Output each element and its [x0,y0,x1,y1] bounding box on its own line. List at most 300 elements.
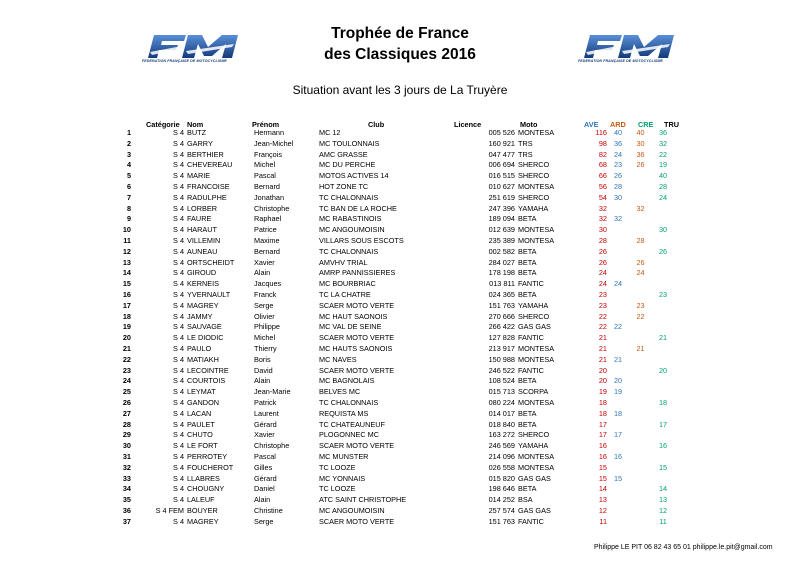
cre-cell [652,301,674,312]
prenom-cell: Alain [254,495,271,505]
rank-cell: 20 [122,333,131,343]
points-cell: 20 [598,365,607,375]
table-row [0,301,674,312]
ard-cell [629,387,652,398]
moto-cell: SHERCO [518,160,550,170]
points-cell: 17 [598,430,607,440]
col-header-club: Club [368,120,385,129]
ave-cell [607,366,629,377]
table-row [0,506,674,517]
licence-cell: 014 017 [488,408,515,418]
category-cell: S 4 [173,473,184,483]
rank-cell: 10 [122,225,131,235]
category-cell: S 4 [173,214,184,224]
points-cell: 18 [598,397,607,407]
table-row [0,279,674,290]
ard-cell [629,333,652,344]
points-cell: 17 [598,419,607,429]
category-cell: S 4 [173,343,184,353]
ard-cell [629,279,652,290]
moto-cell: MONTESA [518,128,555,137]
ave-cell: 21 [613,354,623,364]
nom-cell: FRANCOISE [187,181,230,191]
ave-cell [607,258,629,269]
cre-cell: 36 [658,128,668,137]
licence-cell: 266 422 [488,322,515,332]
rank-cell: 14 [122,268,131,278]
points-cell: 15 [598,473,607,483]
club-cell: BELVES MC [319,387,361,397]
ave-cell: 30 [613,192,623,202]
cre-cell [652,474,674,485]
ard-cell [629,247,652,258]
moto-cell: SHERCO [518,192,550,202]
ard-cell [629,193,652,204]
nom-cell: CHEVEREAU [187,160,233,170]
club-cell: TC LOOZE [319,484,356,494]
points-cell: 22 [598,322,607,332]
cre-cell: 11 [659,516,667,526]
points-cell: 24 [598,279,607,289]
moto-cell: MONTESA [518,235,555,245]
nom-cell: GARRY [187,138,213,148]
cre-cell: 17 [658,419,668,429]
points-cell: 24 [598,268,607,278]
club-cell: PLOGONNEC MC [319,430,380,440]
results-table [0,128,674,527]
club-cell: SCAER MOTO VERTE [319,300,395,310]
nom-cell: LE FORT [187,441,218,451]
ard-cell [629,409,652,420]
ard-cell: 32 [636,203,645,213]
moto-cell: FANTIC [518,279,544,289]
moto-cell: MONTESA [518,225,555,235]
ave-cell: 19 [613,387,623,397]
ard-cell [629,182,652,193]
nom-cell: LECOINTRE [187,365,229,375]
points-cell: 98 [598,138,607,148]
nom-cell: PERROTEY [187,451,228,461]
prenom-cell: Gérard [254,473,277,483]
rank-cell: 8 [126,203,131,213]
table-row [0,160,674,171]
club-cell: ATC SAINT CHRISTOPHE [319,495,407,505]
licence-cell: 284 027 [488,257,515,267]
points-cell: 68 [598,160,607,170]
rank-cell: 6 [126,181,131,191]
cre-cell: 18 [658,397,668,407]
points-cell: 23 [598,289,607,299]
prenom-cell: Boris [254,354,271,364]
table-row [0,409,674,420]
prenom-cell: Jean-Marie [254,387,291,397]
ave-cell [607,204,629,215]
prenom-cell: Franck [254,289,277,299]
nom-cell: LORBER [187,203,218,213]
rank-cell: 22 [122,354,131,364]
prenom-cell: Xavier [254,257,275,267]
moto-cell: MONTESA [518,397,555,407]
prenom-cell: Olivier [254,311,275,321]
club-cell: MC 12 [319,128,341,137]
table-row [0,290,674,301]
cre-cell: 19 [658,160,668,170]
prenom-cell: Pascal [254,451,276,461]
points-cell: 56 [598,181,607,191]
rank-cell: 4 [126,160,131,170]
category-cell: S 4 [173,181,184,191]
licence-cell: 251 619 [488,192,515,202]
points-cell: 16 [598,451,607,461]
licence-cell: 006 694 [488,160,515,170]
category-cell: S 4 [173,225,184,235]
ave-cell: 16 [613,451,623,461]
rank-cell: 2 [126,138,131,148]
cre-cell: 20 [658,365,668,375]
footer-credit: Philippe LE PIT 06 82 43 65 01 philippe.le.pit@gmail.com [594,544,773,551]
nom-cell: LLABRES [187,473,220,483]
rank-cell: 37 [122,516,131,526]
category-cell: S 4 [173,387,184,397]
moto-cell: MONTESA [518,451,555,461]
prenom-cell: Michel [254,160,276,170]
points-cell: 116 [595,128,607,137]
ffm-logo-caption: FEDERATION FRANÇAISE DE MOTOCYCLISME [142,59,227,63]
moto-cell: GAS GAS [518,322,551,332]
prenom-cell: Jonathan [254,192,285,202]
licence-cell: 015 820 [488,473,515,483]
prenom-cell: Patrice [254,225,277,235]
ave-cell [607,441,629,452]
col-header-moto: Moto [520,120,538,129]
ard-cell [629,506,652,517]
moto-cell: MONTESA [518,354,555,364]
prenom-cell: Christophe [254,203,290,213]
rank-cell: 26 [122,397,131,407]
licence-cell: 198 646 [488,484,515,494]
licence-cell: 016 515 [488,171,515,181]
nom-cell: MAGREY [187,516,219,526]
points-cell: 13 [598,495,607,505]
licence-cell: 163 272 [488,430,515,440]
nom-cell: MARIE [187,171,211,181]
category-cell: S 4 [173,365,184,375]
ard-cell [629,441,652,452]
licence-cell: 080 224 [488,397,515,407]
ave-cell [607,344,629,355]
club-cell: MC HAUT SAONOIS [319,311,388,321]
licence-cell: 010 627 [488,181,515,191]
category-cell: S 4 [173,354,184,364]
moto-cell: MONTESA [518,181,555,191]
club-cell: SCAER MOTO VERTE [319,365,395,375]
moto-cell: BETA [518,246,537,256]
nom-cell: AUNEAU [187,246,218,256]
col-header-licence: Licence [454,120,482,129]
rank-cell: 35 [122,495,131,505]
ave-cell: 40 [613,128,623,137]
table-row [0,430,674,441]
cre-cell [652,204,674,215]
table-row [0,452,674,463]
nom-cell: VILLEMIN [187,235,221,245]
col-header-tru: TRU [664,120,679,129]
club-cell: TC BAN DE LA ROCHE [319,203,397,213]
category-cell: S 4 [173,138,184,148]
rank-cell: 18 [122,311,131,321]
licence-cell: 047 477 [488,149,515,159]
points-cell: 23 [598,300,607,310]
category-cell: S 4 [173,300,184,310]
club-cell: MC TOULONNAIS [319,138,380,148]
ave-cell [607,312,629,323]
points-cell: 14 [598,484,607,494]
ffm-logo-caption: FEDERATION FRANÇAISE DE MOTOCYCLISME [578,59,663,63]
moto-cell: GAS GAS [518,505,551,515]
cre-cell [652,258,674,269]
rank-cell: 34 [122,484,131,494]
moto-cell: GAS GAS [518,473,551,483]
table-row [0,387,674,398]
table-row [0,376,674,387]
licence-cell: 012 639 [488,225,515,235]
club-cell: MOTOS ACTIVES 14 [319,171,389,181]
club-cell: MC VAL DE SEINE [319,322,382,332]
col-header-nom: Nom [187,120,204,129]
points-cell: 15 [598,462,607,472]
category-cell: S 4 [173,203,184,213]
club-cell: TC CHATEAUNEUF [319,419,385,429]
club-cell: SCAER MOTO VERTE [319,516,395,526]
table-row [0,225,674,236]
cre-cell [652,236,674,247]
cre-cell: 15 [658,462,668,472]
moto-cell: FANTIC [518,333,544,343]
ave-cell [607,463,629,474]
table-row [0,355,674,366]
points-cell: 21 [598,343,607,353]
nom-cell: PAULO [187,343,212,353]
licence-cell: 024 365 [488,289,515,299]
category-cell: S 4 [173,516,184,526]
nom-cell: MAGREY [187,300,219,310]
ard-cell: 30 [636,138,645,148]
ave-cell [607,517,629,528]
ave-cell [607,268,629,279]
table-row [0,495,674,506]
category-cell: S 4 [173,462,184,472]
points-cell: 26 [598,257,607,267]
col-header-cre: CRE [638,120,654,129]
col-header-ard: ARD [610,120,626,129]
club-cell: MC BAGNOLAIS [319,376,375,386]
nom-cell: GIROUD [187,268,217,278]
rank-cell: 29 [122,430,131,440]
ard-cell [629,366,652,377]
table-row [0,463,674,474]
col-header-categorie: Catégorie [146,120,180,129]
rank-cell: 27 [122,408,131,418]
prenom-cell: Maxime [254,235,280,245]
nom-cell: CHUTO [187,430,213,440]
ard-cell [629,322,652,333]
moto-cell: BETA [518,484,537,494]
results-body [0,128,674,527]
category-cell: S 4 [173,495,184,505]
page-subtitle: Situation avant les 3 jours de La Truyère [292,83,508,97]
cre-cell [652,430,674,441]
moto-cell: FANTIC [518,516,544,526]
ave-cell [607,420,629,431]
rank-cell: 31 [122,451,131,461]
nom-cell: LALEUF [187,495,215,505]
licence-cell: 015 713 [488,387,515,397]
moto-cell: BETA [518,419,537,429]
ave-cell [607,247,629,258]
cre-cell [652,452,674,463]
category-cell: S 4 [173,246,184,256]
nom-cell: GANDON [187,397,220,407]
table-row [0,420,674,431]
cre-cell [652,268,674,279]
prenom-cell: Xavier [254,430,275,440]
moto-cell: BETA [518,408,537,418]
nom-cell: FOUCHEROT [187,462,234,472]
table-row [0,441,674,452]
licence-cell: 257 574 [488,505,515,515]
moto-cell: TRS [518,138,533,148]
ave-cell [607,236,629,247]
moto-cell: YAMAHA [518,300,549,310]
ave-cell [607,484,629,495]
category-cell: S 4 [173,419,184,429]
cre-cell: 23 [658,289,668,299]
ard-cell [629,290,652,301]
table-row [0,247,674,258]
cre-cell: 14 [658,484,668,494]
moto-cell: BETA [518,214,537,224]
licence-cell: 151 763 [488,300,515,310]
nom-cell: PAULET [187,419,215,429]
table-row [0,193,674,204]
category-cell: S 4 [173,397,184,407]
ave-cell [607,225,629,236]
ard-cell [629,495,652,506]
prenom-cell: Christine [254,505,283,515]
cre-cell [652,214,674,225]
club-cell: TC CHALONNAIS [319,246,379,256]
ard-cell [629,355,652,366]
prenom-cell: Hermann [254,128,285,137]
club-cell: MC BOURBRIAC [319,279,376,289]
ard-cell [629,463,652,474]
ave-cell: 24 [613,149,623,159]
rank-cell: 1 [126,128,131,137]
club-cell: MC NAVES [319,354,357,364]
ave-cell: 23 [613,160,623,170]
licence-cell: 214 096 [488,451,515,461]
category-cell: S 4 [173,333,184,343]
prenom-cell: Christophe [254,441,290,451]
rank-cell: 33 [122,473,131,483]
prenom-cell: Patrick [254,397,277,407]
table-row [0,322,674,333]
cre-cell [652,344,674,355]
points-cell: 30 [598,225,607,235]
col-header-prenom: Prénom [252,120,280,129]
ave-cell [607,333,629,344]
club-cell: SCAER MOTO VERTE [319,333,395,343]
ard-cell: 26 [636,160,645,170]
ave-cell: 28 [613,181,623,191]
ard-cell [629,474,652,485]
page-title-line1: Trophée de France [331,25,469,42]
cre-cell [652,312,674,323]
cre-cell [652,409,674,420]
rank-cell: 19 [122,322,131,332]
licence-cell: 002 582 [488,246,515,256]
cre-cell [652,355,674,366]
ard-cell: 28 [636,235,645,245]
licence-cell: 014 252 [488,495,515,505]
cre-cell: 26 [658,246,668,256]
ard-cell [629,376,652,387]
table-row [0,517,674,528]
points-cell: 32 [598,214,607,224]
moto-cell: BETA [518,289,537,299]
ard-cell [629,452,652,463]
moto-cell: SHERCO [518,171,550,181]
moto-cell: YAMAHA [518,203,549,213]
nom-cell: LEYMAT [187,387,216,397]
category-cell: S 4 [173,441,184,451]
ave-cell [607,290,629,301]
points-cell: 19 [598,387,607,397]
cre-cell: 32 [658,138,668,148]
nom-cell: YVERNAULT [187,289,231,299]
points-cell: 28 [598,235,607,245]
prenom-cell: Laurent [254,408,279,418]
rank-cell: 5 [126,171,131,181]
club-cell: TC LOOZE [319,462,356,472]
nom-cell: JAMMY [187,311,213,321]
ave-cell [607,495,629,506]
category-cell: S 4 [173,192,184,202]
rank-cell: 11 [123,235,131,245]
prenom-cell: Bernard [254,181,280,191]
club-cell: TC CHALONNAIS [319,397,379,407]
ave-cell [607,506,629,517]
points-cell: 21 [598,333,607,343]
points-cell: 18 [598,408,607,418]
ave-cell: 17 [613,430,623,440]
cre-cell: 30 [658,225,668,235]
ave-cell [607,398,629,409]
cre-cell: 28 [658,181,668,191]
rank-cell: 23 [122,365,131,375]
club-cell: MC ANGOUMOISIN [319,225,385,235]
licence-cell: 151 763 [488,516,515,526]
category-cell: S 4 [173,408,184,418]
rank-cell: 3 [126,149,131,159]
ave-cell: 36 [613,138,623,148]
club-cell: MC RABASTINOIS [319,214,382,224]
nom-cell: BOUYER [187,505,218,515]
points-cell: 32 [598,203,607,213]
club-cell: HOT ZONE TC [319,181,369,191]
prenom-cell: David [254,365,273,375]
nom-cell: BUTZ [187,128,207,137]
